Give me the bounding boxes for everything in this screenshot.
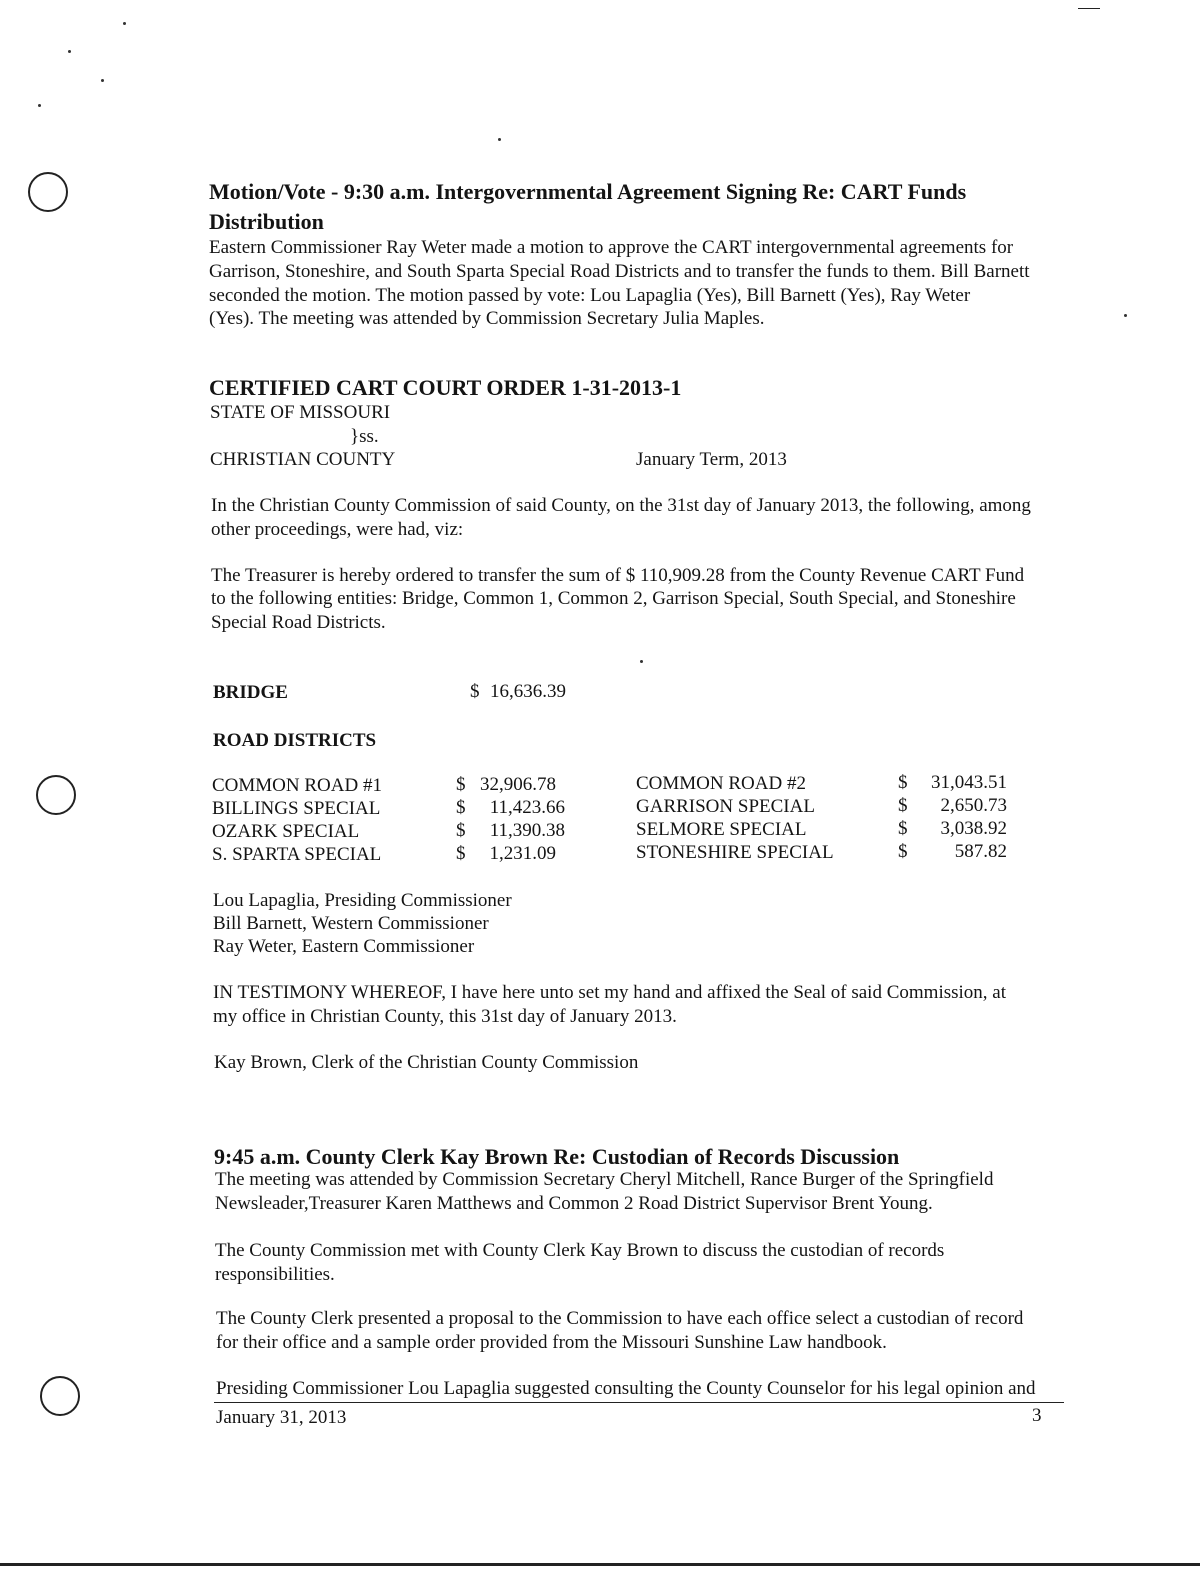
custodian-suggested-line: Presiding Commissioner Lou Lapaglia suggested consulting the County Counselor for his legal opinion and bbox=[216, 1378, 1036, 1399]
district-currency: $ bbox=[456, 774, 466, 795]
custodian-proposal-line: The County Clerk presented a proposal to the Commission to have each office select a custodian of record bbox=[216, 1308, 1024, 1329]
district-currency: $ bbox=[898, 818, 908, 839]
custodian-met-line: The County Commission met with County Clerk Kay Brown to discuss the custodian of records bbox=[215, 1240, 945, 1261]
testimony-line: IN TESTIMONY WHEREOF, I have here unto set my hand and affixed the Seal of said Commission, at bbox=[213, 982, 1006, 1003]
district-name: OZARK SPECIAL bbox=[212, 821, 360, 842]
motion-body-line: Eastern Commissioner Ray Weter made a motion to approve the CART intergovernmental agreements for bbox=[209, 237, 1014, 258]
district-amount: 31,043.51 bbox=[931, 772, 1007, 793]
district-amount: 1,231.09 bbox=[489, 843, 556, 864]
order-intro-line: In the Christian County Commission of said County, on the 31st day of January 2013, the following, among bbox=[211, 495, 1031, 516]
motion-body-line: seconded the motion. The motion passed by vote: Lou Lapaglia (Yes), Bill Barnett (Yes), Ray Weter bbox=[209, 285, 971, 306]
district-amount: 2,650.73 bbox=[940, 795, 1007, 816]
motion-heading-line2: Distribution bbox=[209, 209, 324, 234]
custodian-met-line: responsibilities. bbox=[215, 1264, 335, 1285]
district-amount: 32,906.78 bbox=[480, 774, 556, 795]
scan-edge-bottom bbox=[0, 1563, 1200, 1566]
motion-body-line: Garrison, Stoneshire, and South Sparta Special Road Districts and to transfer the funds to them. Bill Barnett bbox=[209, 261, 1030, 282]
order-heading: CERTIFIED CART COURT ORDER 1-31-2013-1 bbox=[209, 375, 682, 400]
order-transfer-line: Special Road Districts. bbox=[211, 612, 386, 633]
order-term: January Term, 2013 bbox=[636, 449, 787, 470]
district-name: GARRISON SPECIAL bbox=[636, 796, 815, 817]
scan-speck bbox=[38, 104, 41, 107]
district-name: SELMORE SPECIAL bbox=[636, 819, 807, 840]
district-name: COMMON ROAD #2 bbox=[636, 773, 806, 794]
signatory-line: Ray Weter, Eastern Commissioner bbox=[213, 936, 475, 957]
scan-mark-top bbox=[1078, 8, 1100, 9]
signatory-line: Bill Barnett, Western Commissioner bbox=[213, 913, 489, 934]
scan-speck bbox=[101, 79, 104, 82]
order-ss: }ss. bbox=[350, 426, 379, 447]
motion-heading-line1: Motion/Vote - 9:30 a.m. Intergovernmental Agreement Signing Re: CART Funds bbox=[209, 179, 967, 204]
footer-date: January 31, 2013 bbox=[216, 1407, 347, 1428]
punch-hole-middle bbox=[36, 775, 76, 815]
district-currency: $ bbox=[898, 841, 908, 862]
bridge-amount: 16,636.39 bbox=[490, 681, 566, 702]
scan-speck bbox=[640, 660, 643, 663]
motion-body-line: (Yes). The meeting was attended by Commission Secretary Julia Maples. bbox=[209, 308, 765, 329]
scan-speck bbox=[1124, 314, 1127, 317]
punch-hole-bottom bbox=[40, 1376, 80, 1416]
footer-rule bbox=[214, 1402, 1064, 1403]
district-currency: $ bbox=[898, 795, 908, 816]
bridge-currency: $ bbox=[470, 681, 480, 702]
district-name: STONESHIRE SPECIAL bbox=[636, 842, 834, 863]
district-amount: 587.82 bbox=[954, 841, 1007, 862]
bridge-label: BRIDGE bbox=[213, 682, 288, 703]
scan-speck bbox=[123, 22, 126, 25]
district-currency: $ bbox=[456, 820, 466, 841]
district-amount: 3,038.92 bbox=[940, 818, 1007, 839]
order-state: STATE OF MISSOURI bbox=[210, 402, 391, 423]
district-amount: 11,423.66 bbox=[489, 797, 565, 818]
district-currency: $ bbox=[898, 772, 908, 793]
district-name: COMMON ROAD #1 bbox=[212, 775, 382, 796]
custodian-heading: 9:45 a.m. County Clerk Kay Brown Re: Custodian of Records Discussion bbox=[214, 1144, 900, 1169]
punch-hole-top bbox=[28, 172, 68, 212]
district-name: BILLINGS SPECIAL bbox=[212, 798, 381, 819]
order-intro-line: other proceedings, were had, viz: bbox=[211, 519, 464, 540]
signatory-line: Lou Lapaglia, Presiding Commissioner bbox=[213, 890, 512, 911]
order-transfer-line: The Treasurer is hereby ordered to transfer the sum of $ 110,909.28 from the County Revenue CART Fund bbox=[211, 565, 1025, 586]
district-amount: 11,390.38 bbox=[489, 820, 565, 841]
district-currency: $ bbox=[456, 843, 466, 864]
order-county: CHRISTIAN COUNTY bbox=[210, 449, 396, 470]
scan-speck bbox=[68, 50, 71, 53]
custodian-attended-line: The meeting was attended by Commission Secretary Cheryl Mitchell, Rance Burger of the Springfield bbox=[215, 1169, 994, 1190]
road-districts-label: ROAD DISTRICTS bbox=[213, 730, 377, 751]
page-number: 3 bbox=[1032, 1405, 1042, 1426]
district-name: S. SPARTA SPECIAL bbox=[212, 844, 382, 865]
custodian-proposal-line: for their office and a sample order provided from the Missouri Sunshine Law handbook. bbox=[216, 1332, 887, 1353]
scan-speck bbox=[498, 138, 501, 141]
custodian-attended-line: Newsleader,Treasurer Karen Matthews and Common 2 Road District Supervisor Brent Young. bbox=[215, 1193, 933, 1214]
order-transfer-line: to the following entities: Bridge, Common 1, Common 2, Garrison Special, South Special, and Stoneshire bbox=[211, 588, 1016, 609]
district-currency: $ bbox=[456, 797, 466, 818]
testimony-line: my office in Christian County, this 31st day of January 2013. bbox=[213, 1006, 677, 1027]
clerk-signature-line: Kay Brown, Clerk of the Christian County Commission bbox=[214, 1052, 639, 1073]
